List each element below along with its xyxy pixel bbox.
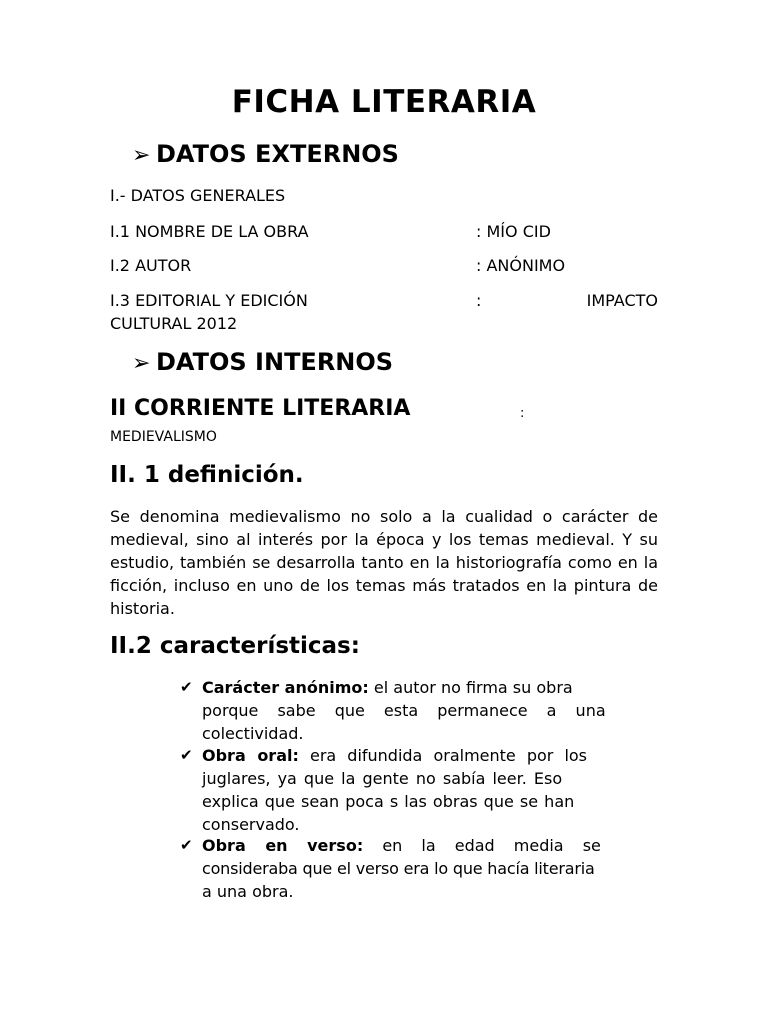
nombre-obra-label: I.1 NOMBRE DE LA OBRA — [110, 222, 309, 241]
editorial-label: I.3 EDITORIAL Y EDICIÓN — [110, 291, 308, 310]
item-text: era difundida oralmente por los — [309, 746, 588, 765]
definicion-heading: II. 1 definición. — [110, 462, 304, 488]
checkmark-icon: ✔ — [180, 746, 193, 764]
definicion-paragraph: Se denomina medievalismo no solo a la cualidad o carácter de medieval, sino al interés por la época y los temas medieval. Y su estudio, también se desarrolla tanto en la historiografía como en la ficción, incluso en uno de los temas más tratados en la pintura de historia. — [110, 507, 658, 618]
item-text: colectividad. — [202, 724, 304, 743]
nombre-obra-text: MÍO CID — [486, 222, 551, 241]
corriente-colon: : — [520, 406, 525, 421]
item-label: Obra oral: — [202, 746, 299, 765]
autor-text: ANÓNIMO — [486, 256, 566, 275]
datos-externos-heading — [132, 140, 399, 168]
item-text: explica que sean poca s las obras que se han — [202, 792, 575, 811]
page-title: FICHA LITERARIA — [231, 84, 537, 120]
arrow-bullet-icon: ➢ — [132, 351, 151, 376]
item-text: porque sabe que esta permanece a una — [202, 701, 606, 720]
datos-generales-heading: I.- DATOS GENERALES — [110, 186, 286, 205]
list-item — [180, 676, 660, 744]
item-text: conservado. — [202, 815, 300, 834]
item-text: juglares, ya que la gente no sabía leer. Eso — [202, 769, 563, 788]
item-label: Obra en verso: — [202, 836, 364, 855]
editorial-value: IMPACTO — [586, 291, 658, 310]
arrow-bullet-icon: ➢ — [132, 143, 151, 168]
item-text: el autor no firma su obra — [373, 678, 573, 697]
editorial-colon: : — [476, 291, 482, 310]
datos-externos-label: DATOS EXTERNOS — [156, 140, 399, 168]
datos-internos-heading — [132, 348, 393, 376]
checkmark-icon: ✔ — [180, 678, 193, 696]
corriente-literaria-heading: II CORRIENTE LITERARIA — [110, 396, 411, 421]
editorial-value-continued: CULTURAL 2012 — [110, 314, 238, 333]
corriente-value: MEDIEVALISMO — [110, 429, 217, 445]
autor-label: I.2 AUTOR — [110, 256, 192, 275]
checkmark-icon: ✔ — [180, 836, 193, 854]
item-label: Carácter anónimo: — [202, 678, 369, 697]
nombre-obra-value — [476, 222, 551, 241]
item-text: consideraba que el verso era lo que hacía literaria — [202, 859, 595, 878]
list-item — [180, 744, 660, 834]
autor-colon: : — [476, 256, 482, 275]
caracteristicas-list — [180, 676, 660, 902]
item-text: en la edad media se — [382, 836, 601, 855]
datos-internos-label: DATOS INTERNOS — [156, 348, 394, 376]
autor-value — [476, 256, 565, 275]
item-text: a una obra. — [202, 882, 294, 901]
nombre-obra-colon: : — [476, 222, 482, 241]
caracteristicas-heading: II.2 características: — [110, 633, 360, 659]
list-item — [180, 834, 660, 902]
